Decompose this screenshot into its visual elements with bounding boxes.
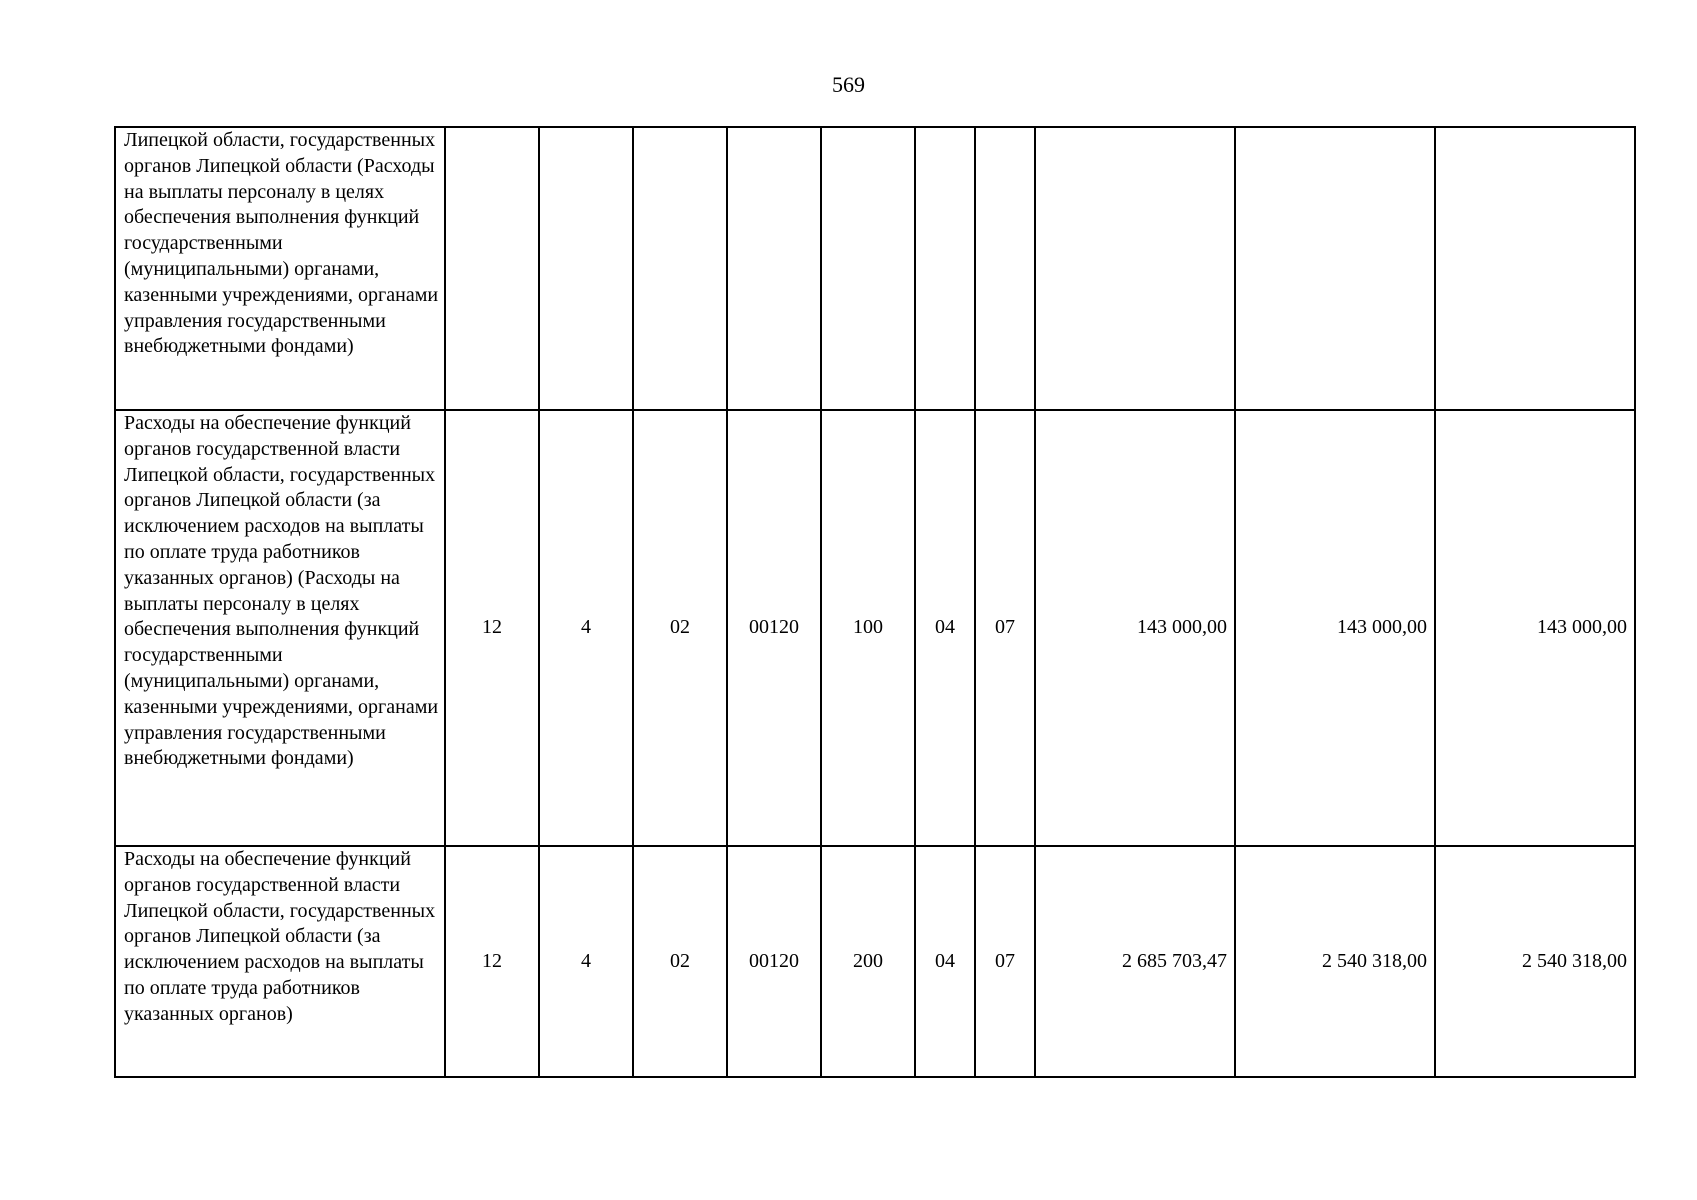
code-cell: 12 (445, 410, 539, 846)
expense-description: Расходы на обеспечение функций органов государственной власти Липецкой области, государственных органов Липецкой области (за исключением расходов на выплаты по оплате труда работников указанных органов) (115, 846, 445, 1077)
code-cell (821, 127, 915, 410)
expense-description: Липецкой области, государственных органов Липецкой области (Расходы на выплаты персоналу в целях обеспечения выполнения функций государственными (муниципальными) органами, казенными учреждениями, органами управления государственными внебюджетными фондами) (115, 127, 445, 410)
code-cell: 200 (821, 846, 915, 1077)
code-cell: 04 (915, 846, 975, 1077)
amount-cell: 143 000,00 (1035, 410, 1235, 846)
amount-cell: 2 540 318,00 (1235, 846, 1435, 1077)
code-cell: 00120 (727, 410, 821, 846)
amount-cell: 143 000,00 (1435, 410, 1635, 846)
amount-cell (1435, 127, 1635, 410)
amount-cell: 2 685 703,47 (1035, 846, 1235, 1077)
code-cell: 4 (539, 410, 633, 846)
code-cell: 07 (975, 846, 1035, 1077)
code-cell (445, 127, 539, 410)
code-cell (727, 127, 821, 410)
code-cell (539, 127, 633, 410)
code-cell: 02 (633, 846, 727, 1077)
code-cell (633, 127, 727, 410)
code-cell: 12 (445, 846, 539, 1077)
table-row (115, 127, 1635, 410)
amount-cell (1235, 127, 1435, 410)
expense-description: Расходы на обеспечение функций органов государственной власти Липецкой области, государственных органов Липецкой области (за исключением расходов на выплаты по оплате труда работников указанных органов) (Расходы на выплаты персоналу в целях обеспечения выполнения функций государственными (муниципальными) органами, казенными учреждениями, органами управления государственными внебюджетными фондами) (115, 410, 445, 846)
page-number: 569 (832, 72, 865, 97)
code-cell: 02 (633, 410, 727, 846)
amount-cell (1035, 127, 1235, 410)
budget-table (114, 126, 1636, 1078)
table-row (115, 410, 1635, 846)
code-cell (915, 127, 975, 410)
code-cell: 100 (821, 410, 915, 846)
amount-cell: 2 540 318,00 (1435, 846, 1635, 1077)
code-cell (975, 127, 1035, 410)
code-cell: 00120 (727, 846, 821, 1077)
code-cell: 4 (539, 846, 633, 1077)
code-cell: 07 (975, 410, 1035, 846)
amount-cell: 143 000,00 (1235, 410, 1435, 846)
code-cell: 04 (915, 410, 975, 846)
table-row (115, 846, 1635, 1077)
